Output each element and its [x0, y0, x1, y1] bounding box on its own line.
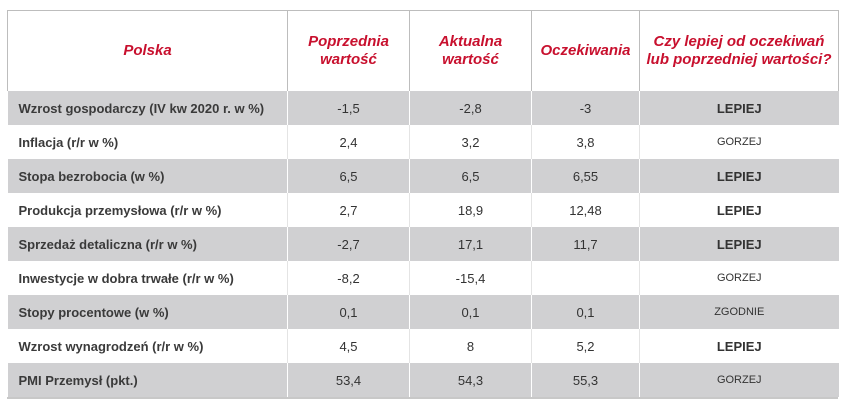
verdict: GORZEJ	[640, 125, 839, 159]
row-label: Sprzedaż detaliczna (r/r w %)	[8, 227, 288, 261]
header-current-value: Aktualna wartość	[410, 11, 532, 92]
table-row	[8, 193, 839, 227]
row-label: Stopy procentowe (w %)	[8, 295, 288, 329]
expected-value: 0,1	[532, 295, 640, 329]
expected-value: 5,2	[532, 329, 640, 363]
row-label: Stopa bezrobocia (w %)	[8, 159, 288, 193]
current-value: 3,2	[410, 125, 532, 159]
expected-value: 12,48	[532, 193, 640, 227]
table-body	[8, 91, 839, 397]
table-header-row	[8, 11, 839, 92]
expected-value: 11,7	[532, 227, 640, 261]
verdict: ZGODNIE	[640, 295, 839, 329]
table-row	[8, 227, 839, 261]
expected-value: 6,55	[532, 159, 640, 193]
indicators-table	[7, 10, 839, 397]
verdict: LEPIEJ	[640, 193, 839, 227]
row-label: Inflacja (r/r w %)	[18, 134, 119, 150]
previous-value: 6,5	[288, 159, 410, 193]
previous-value: -1,5	[288, 91, 410, 125]
row-label: PMI Przemysł (pkt.)	[8, 363, 288, 397]
previous-value: 2,7	[288, 193, 410, 227]
row-label: Inwestycje w dobra trwałe (r/r w %)	[18, 270, 234, 286]
previous-value: 53,4	[288, 363, 410, 397]
table-row	[8, 159, 839, 193]
header-verdict: Czy lepiej od oczekiwań lub poprzedniej wartości?	[640, 11, 839, 92]
row-label: Produkcja przemysłowa (r/r w %)	[18, 202, 222, 218]
table-row	[8, 295, 839, 329]
previous-value: 0,1	[288, 295, 410, 329]
verdict: LEPIEJ	[640, 329, 839, 363]
verdict: LEPIEJ	[640, 159, 839, 193]
previous-value: 2,4	[288, 125, 410, 159]
current-value: -15,4	[410, 261, 532, 295]
expected-value: 3,8	[532, 125, 640, 159]
bottom-divider	[7, 397, 838, 399]
verdict: LEPIEJ	[640, 227, 839, 261]
table-row	[8, 329, 839, 363]
header-expectations: Oczekiwania	[532, 11, 640, 92]
row-label: Wzrost wynagrodzeń (r/r w %)	[18, 338, 204, 354]
current-value: 17,1	[410, 227, 532, 261]
current-value: 6,5	[410, 159, 532, 193]
table-row	[8, 261, 839, 295]
row-label: Wzrost gospodarczy (IV kw 2020 r. w %)	[8, 91, 288, 125]
previous-value: -8,2	[288, 261, 410, 295]
current-value: 18,9	[410, 193, 532, 227]
current-value: 54,3	[410, 363, 532, 397]
current-value: 0,1	[410, 295, 532, 329]
previous-value: -2,7	[288, 227, 410, 261]
current-value: -2,8	[410, 91, 532, 125]
previous-value: 4,5	[288, 329, 410, 363]
indicators-table-container	[7, 10, 838, 399]
expected-value: 55,3	[532, 363, 640, 397]
expected-value: -3	[532, 91, 640, 125]
verdict: GORZEJ	[640, 363, 839, 397]
verdict: LEPIEJ	[640, 91, 839, 125]
table-row	[8, 91, 839, 125]
table-row	[8, 125, 839, 159]
header-previous-value: Poprzednia wartość	[288, 11, 410, 92]
current-value: 8	[410, 329, 532, 363]
header-country: Polska	[8, 11, 288, 92]
table-row	[8, 363, 839, 397]
verdict: GORZEJ	[640, 261, 839, 295]
expected-value	[532, 261, 640, 295]
